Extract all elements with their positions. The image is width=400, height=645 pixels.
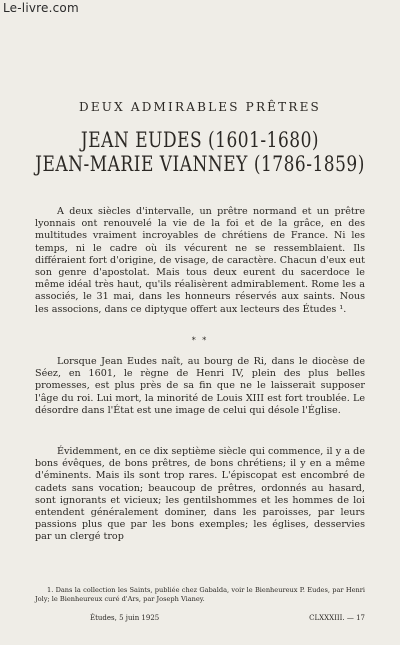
page-folio	[90, 614, 365, 622]
paragraph-2	[35, 356, 365, 417]
paragraph-1-text: A deux siècles d'intervalle, un prêtre normand et un prêtre lyonnais ont renouvelé la vie de la foi et de la grâce, en des multitudes vraiment incroyables de chrétiens de France. Ni les temps, ni le cadre où ils vécurent ne se ressemblaient. Ils différaient fort d'origine, de visage, de caractère. Chacun d'eux eut son genre d'apostolat. Mais tous deux eurent du sacerdoce le même idéal très haut, qu'ils réalisèrent admirablement. Rome les a associés, le 31 mai, dans les honneurs réservés aux saints. Nous les associons, dans ce diptyque offert aux lecteurs des Études ¹.	[35, 206, 365, 315]
folio-left: Études, 5 juin 1925	[90, 614, 160, 622]
footnote	[35, 586, 365, 604]
paragraph-1	[35, 206, 365, 316]
watermark: Le-livre.com	[3, 1, 79, 15]
title-line-2: JEAN-MARIE VIANNEY (1786-1859)	[35, 152, 365, 177]
title-line-1: JEAN EUDES (1601-1680)	[80, 128, 320, 153]
section-separator: * *	[191, 336, 209, 345]
folio-right: CLXXXIII. — 17	[309, 614, 365, 622]
paragraph-2-text: Lorsque Jean Eudes naît, au bourg de Ri, dans le diocèse de Séez, en 1601, le règne de Henri IV, plein des plus belles promesses, est plus près de sa fin que ne le laisserait supposer l'âge du roi. Lui mort, la minorité de Louis XIII est fort troublée. Le désordre dans l'État est une image de celui qui désole l'Église.	[35, 356, 365, 416]
footnote-text: 1. Dans la collection les Saints, publiée chez Gabalda, voir le Bienheureux P. Eudes, par Henri Joly; le Bienheureux curé d'Ars, par Joseph Vianey.	[35, 586, 365, 603]
paragraph-3-text: Évidemment, en ce dix septième siècle qui commence, il y a de bons évêques, de bons prêtres, de bons chrétiens; il y en a même d'éminents. Mais ils sont trop rares. L'épiscopat est encombré de cadets sans vocation; beaucoup de prêtres, ordonnés au hasard, sont ignorants et vicieux; les gentilshommes et les hommes de loi entendent généralement dominer, dans les paroisses, par leurs passions plus que par les bons exemples; les églises, desservies par un clergé trop	[35, 446, 365, 543]
paragraph-3	[35, 446, 365, 544]
section-kicker: DEUX ADMIRABLES PRÊTRES	[79, 100, 321, 114]
